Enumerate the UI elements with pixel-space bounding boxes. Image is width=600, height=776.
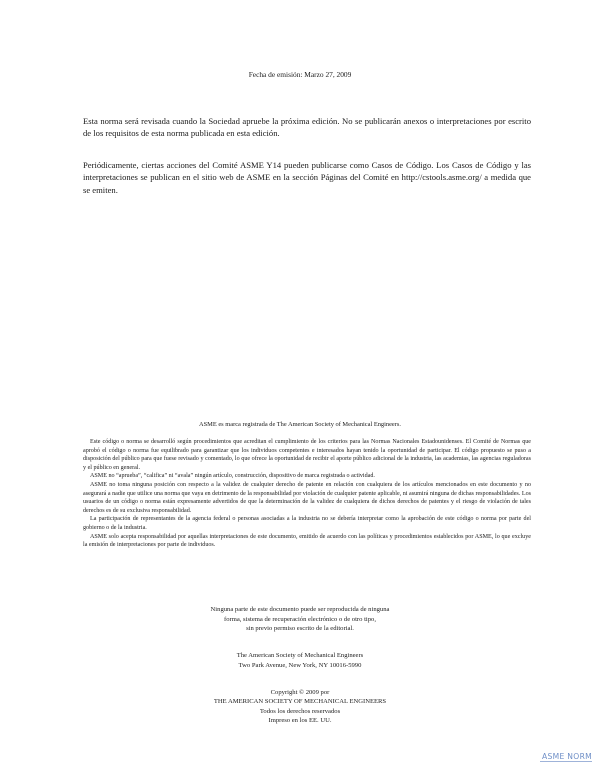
code-cases-note: Periódicamente, ciertas acciones del Comité ASME Y14 pueden publicarse como Casos de Código. Los Casos de Código y las interpretaciones se publican en el sitio web de ASME en la sección Páginas del Comité en http://cstools.asme.org/ a medida que se emiten. bbox=[83, 160, 531, 195]
publisher-name: The American Society of Mechanical Engineers bbox=[236, 652, 364, 659]
reproduction-notice bbox=[0, 605, 600, 634]
reproduction-line: Ninguna parte de este documento puede ser reproducida de ninguna bbox=[210, 606, 390, 613]
rights-reserved: Todos los derechos reservados bbox=[259, 707, 341, 715]
disclaimer-paragraph: La participación de representantes de la agencia federal o personas asociadas a la industria no se debería interpretar como la aprobación de este código o norma por parte del gobierno o de la industria. bbox=[83, 516, 531, 531]
watermark-subline bbox=[540, 762, 592, 766]
disclaimer-paragraph: Este código o norma se desarrolló según procedimientos que acreditan el cumplimiento de los criterios para las Normas Nacionales Estadounidenses. El Comité de Normas que aprobó el código o norma fue equilibrado para garantizar que los individuos competentes e interesados hayan tenido la oportunidad de participar. El código propuesto se puso a disposición del público para que fuese revisado y comentado, lo que ofrece la oportunidad de recibir el aporte público adicional de la industria, las academias, las agencias reguladoras y el público en general. bbox=[83, 439, 531, 471]
reproduction-line: sin previo permiso escrito de la editorial. bbox=[246, 625, 354, 632]
publisher-street: Two Park Avenue, New York, NY 10016-5990 bbox=[238, 661, 362, 669]
copyright-holder: THE AMERICAN SOCIETY OF MECHANICAL ENGINEERS bbox=[213, 698, 387, 706]
disclaimer-paragraph: ASME solo acepta responsabilidad por aquellas interpretaciones de este documento, emitido de acuerdo con las políticas y procedimientos establecidos por ASME, lo que excluye la emisión de interpretaciones por parte de individuos. bbox=[83, 533, 531, 549]
copyright-line: Copyright © 2009 por bbox=[270, 689, 330, 696]
printed-in: Impreso en los EE. UU. bbox=[268, 716, 332, 724]
reproduction-line: forma, sistema de recuperación electrónico o de otro tipo, bbox=[224, 615, 376, 623]
trademark-notice: ASME es marca registrada de The American Society of Mechanical Engineers. bbox=[198, 421, 401, 428]
watermark-text: ASME NORM bbox=[542, 752, 592, 761]
disclaimer-paragraph: ASME no toma ninguna posición con respecto a la validez de cualquier derecho de patente en relación con cualquiera de los artículos mencionados en este documento y no asegurará a nadie que utilice una norma que vaya en detrimento de la responsabilidad por violación de cualquier patente aplicable, ni asumirá ninguna de dichas responsabilidades. Los usuarios de un código o norma están expresamente advertidos de que la determinación de la validez de cualquiera de dichos derechos de patentes y el riesgo de violación de tales derechos es de su exclusiva responsabilidad. bbox=[83, 481, 531, 514]
revision-note: Esta norma será revisada cuando la Sociedad apruebe la próxima edición. No se publicarán anexos o interpretaciones por escrito de los requisitos de esta norma publicada en esta edición. bbox=[83, 116, 531, 139]
disclaimer-block bbox=[83, 438, 531, 550]
watermark-logo bbox=[540, 752, 592, 766]
issue-date: Fecha de emisión: Marzo 27, 2009 bbox=[248, 70, 352, 79]
disclaimer-paragraph: ASME no “aprueba”, “califica” ni “avala” ningún artículo, construcción, dispositivo de marca registrada o actividad. bbox=[90, 473, 375, 480]
copyright-block bbox=[0, 688, 600, 725]
publisher-address bbox=[0, 651, 600, 670]
